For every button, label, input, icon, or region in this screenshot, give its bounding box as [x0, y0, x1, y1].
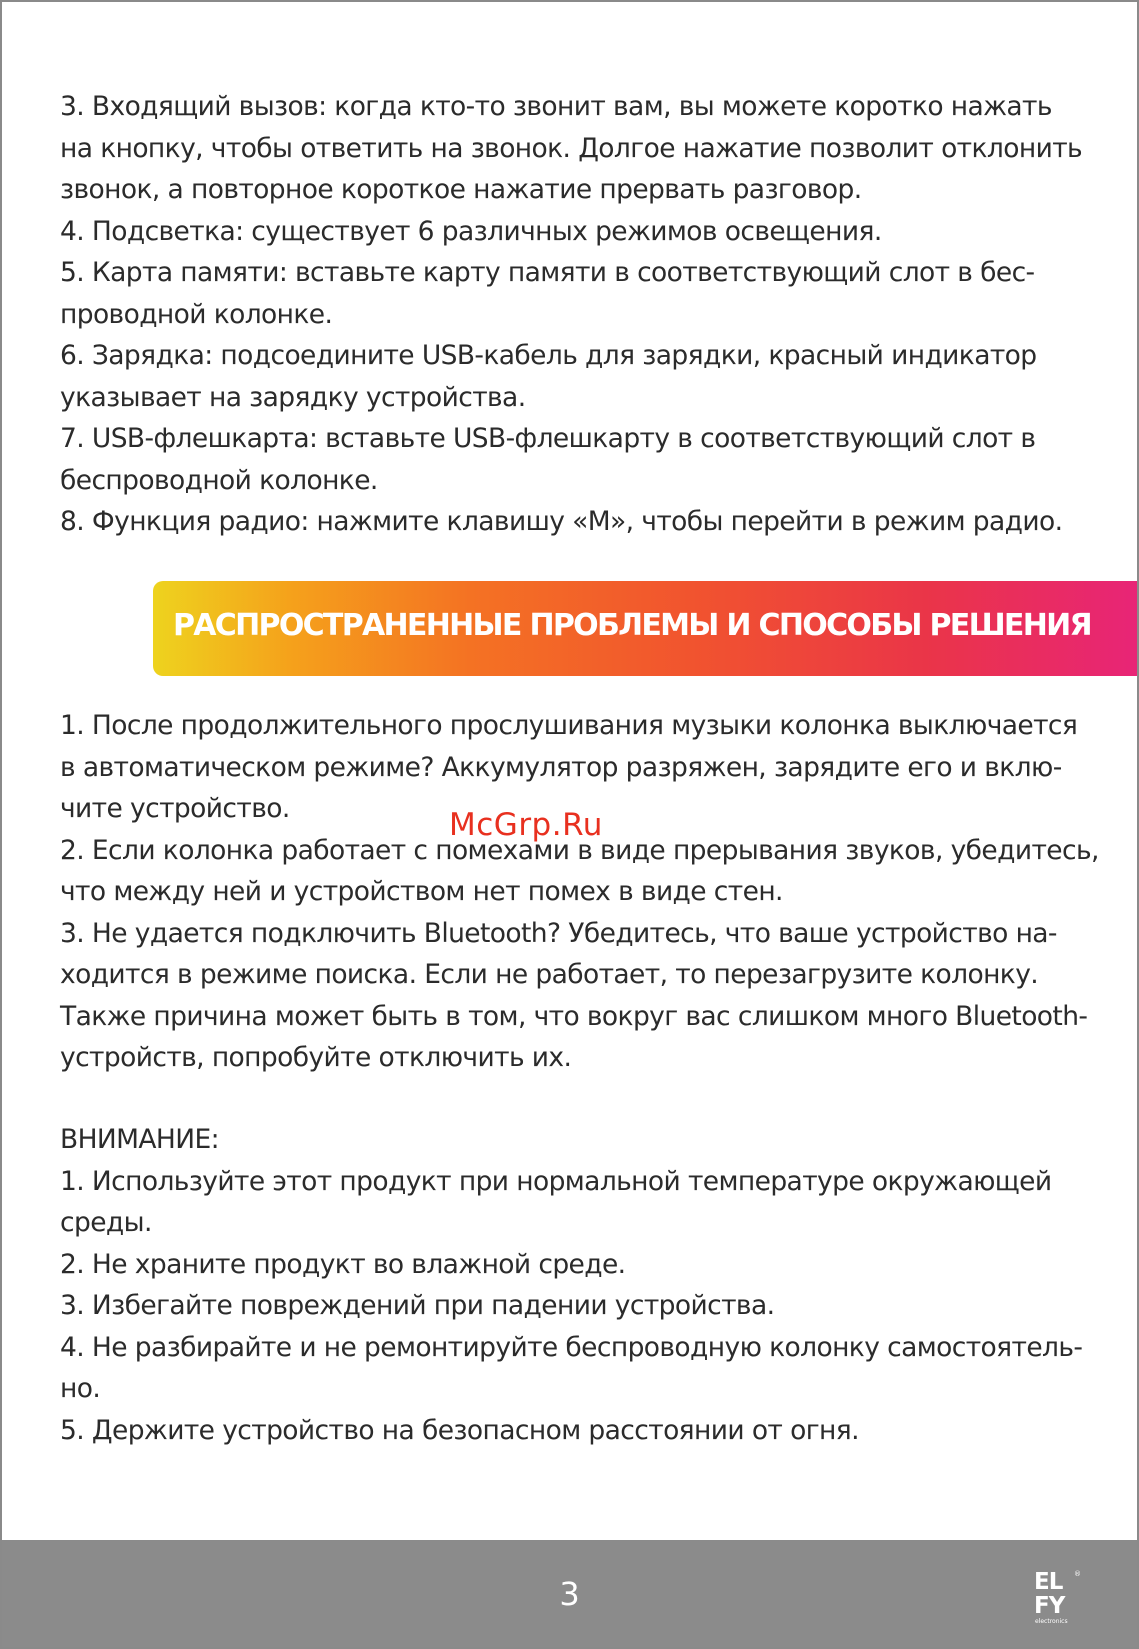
instructions-list [60, 86, 1090, 543]
warning-line: среды. [60, 1207, 152, 1238]
instructions-line: 3. Входящий вызов: когда кто-то звонит вам, вы можете коротко нажать [60, 91, 1052, 122]
problems-line: что между ней и устройством нет помех в виде стен. [60, 876, 783, 907]
warning-line: 5. Держите устройство на безопасном расстоянии от огня. [60, 1414, 859, 1446]
problems-line: Также причина может быть в том, что вокруг вас слишком много Bluetooth- [60, 1000, 1088, 1032]
warning-heading: ВНИМАНИЕ: [60, 1124, 219, 1155]
problems-line: 2. Если колонка работает с помехами в виде прерывания звуков, убедитесь, [60, 834, 1099, 866]
instructions-line: проводной колонке. [60, 298, 333, 330]
instructions-line: 7. USB-флешкарта: вставьте USB-флешкарту в соответствующий слот в [60, 423, 1036, 454]
watermark: McGrp.Ru [449, 807, 603, 843]
instructions-line: 6. Зарядка: подсоедините USB-кабель для зарядки, красный индикатор [60, 340, 1037, 371]
instructions-line: 5. Карта памяти: вставьте карту памяти в соответствующий слот в бес- [60, 257, 1035, 288]
page-number: 3 [559, 1575, 580, 1613]
elfy-logo-icon [1033, 1567, 1083, 1625]
instructions-line: звонок, а повторное короткое нажатие прервать разговор. [60, 174, 862, 205]
instructions-line: 8. Функция радио: нажмите клавишу «М», чтобы перейти в режим радио. [60, 506, 1063, 537]
instructions-line: указывает на зарядку устройства. [60, 381, 526, 413]
problems-line: в автоматическом режиме? Аккумулятор разряжен, зарядите его и вклю- [60, 751, 1062, 783]
page-footer [2, 1540, 1137, 1647]
logo-bottom-text: FY [1034, 1593, 1065, 1619]
logo-top-text: EL [1034, 1569, 1063, 1595]
warning-list [60, 1119, 1090, 1451]
problems-line: чите устройство. [60, 793, 290, 824]
logo-registered-mark: ® [1074, 1570, 1081, 1578]
warning-line: 4. Не разбирайте и не ремонтируйте беспроводную колонку самостоятель- [60, 1331, 1083, 1363]
problems-line: 3. Не удается подключить Bluetooth? Убедитесь, что ваше устройство на- [60, 917, 1057, 949]
warning-line: 2. Не храните продукт во влажной среде. [60, 1248, 626, 1280]
problems-list [60, 705, 1099, 1079]
logo-sub-text: electronics [1035, 1618, 1068, 1625]
instructions-line: беспроводной колонке. [60, 464, 378, 496]
warning-line: но. [60, 1373, 101, 1404]
instructions-line: на кнопку, чтобы ответить на звонок. Долгое нажатие позволит отклонить [60, 132, 1083, 164]
warning-line: 1. Используйте этот продукт при нормальной температуре окружающей [60, 1165, 1052, 1197]
section-title: РАСПРОСТРАНЕННЫЕ ПРОБЛЕМЫ И СПОСОБЫ РЕШЕНИЯ [173, 608, 1091, 643]
warning-line: 3. Избегайте повреждений при падении устройства. [60, 1290, 775, 1321]
section-banner [153, 581, 1139, 676]
brand-logo [1033, 1567, 1083, 1625]
problems-line: ходится в режиме поиска. Если не работает, то перезагрузите колонку. [60, 959, 1039, 990]
instructions-line: 4. Подсветка: существует 6 различных режимов освещения. [60, 215, 882, 247]
problems-line: устройств, попробуйте отключить их. [60, 1042, 572, 1073]
problems-line: 1. После продолжительного прослушивания музыки колонка выключается [60, 710, 1078, 741]
